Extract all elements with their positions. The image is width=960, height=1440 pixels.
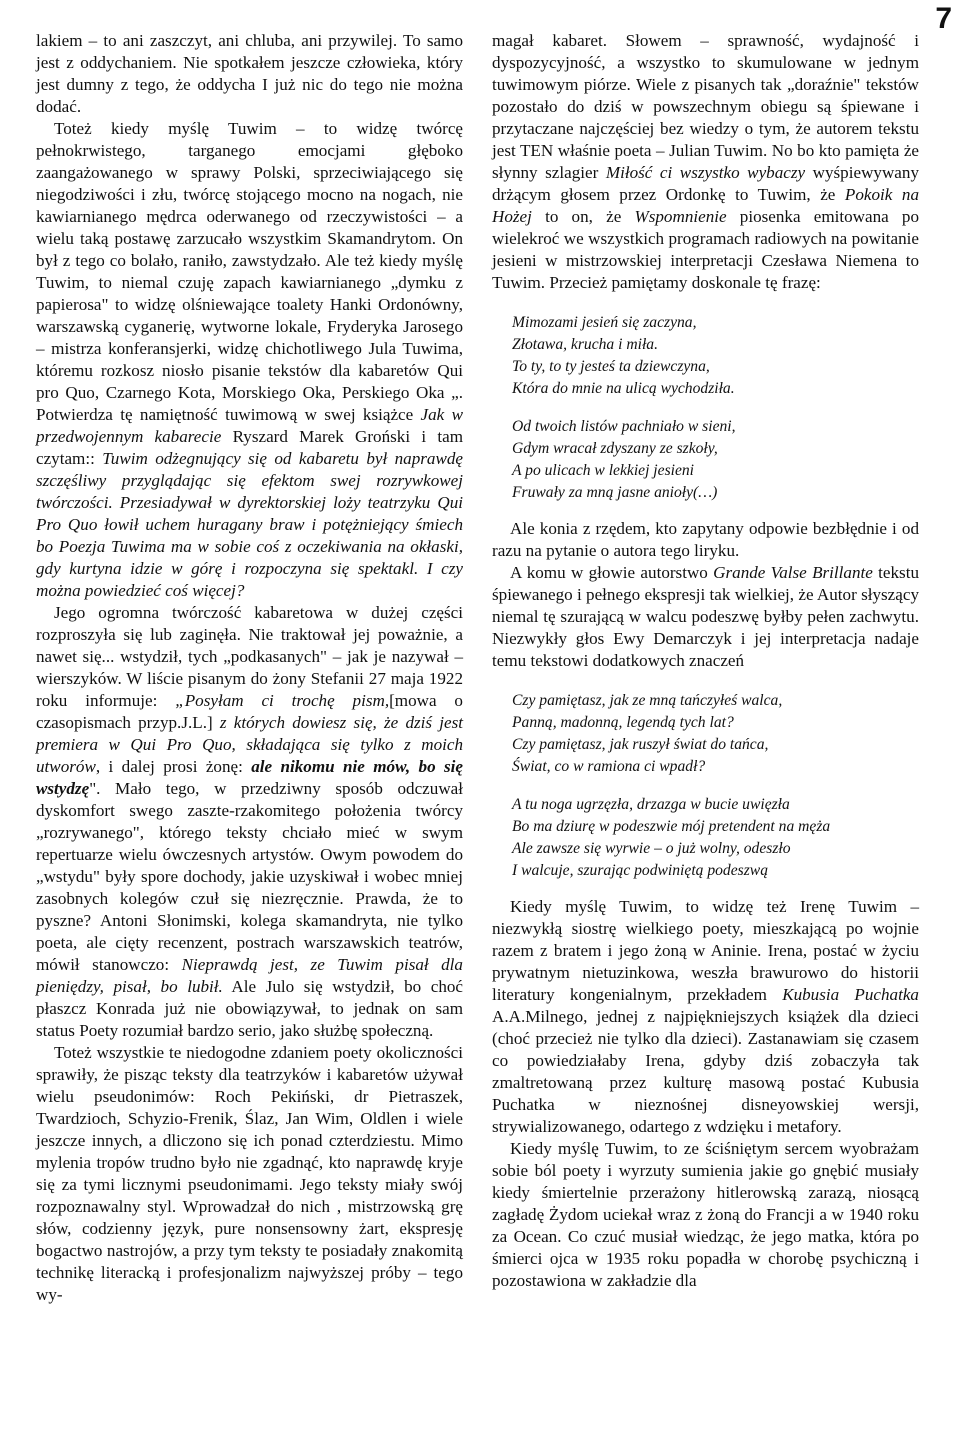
paragraph: Toteż wszystkie te niedogodne zdaniem poety okoliczności sprawiły, że pisząc teksty dla teatrzyków i kabaretów używał wielu pseudonimów: Roch Pekiński, dr Pietraszek, Twardzioch, Schyzio-Frenik, Ślaz, Jan Wim, Oldlen i wiele jeszcze innych, a dliczono się ich ponad czterdziestu. Mimo mylenia tropów trudno było nie zgadnąć, kto naprawdę kryje się za tymi licznymi pseudonimami. Jego teksty miały swój rozpoznawalny styl. Wprowadzał do nich , mistrzowską grę słów, codzienny język, pure nonsensowny żart, ekspresję bogactwo nastrojów, a przy tym teksty te posiadały znakomitą technikę literacką i profesjonalizm najwyższej próby – tego wy-	[36, 1043, 463, 1304]
quotation: Tuwim odżegnujący się od kabaretu był naprawdę szczęśliwy przyglądając się efektom swej rozrywkowej twórczości. Przesiadywał w dyrektorskiej loży teatrzyku Qui Pro Quo łowił uchem huragany braw i potężniejący śmiech bo Poezja Tuwima ma w sobie coś z oczekiwania na okłaski, gdy kurtyna idzie w górę i rozpoczyna się spektakl. I czy można powiedzieć coś więcej?	[36, 449, 463, 600]
poem-line: Mimozami jesień się zaczyna,	[512, 314, 697, 331]
page-number: 7	[935, 2, 952, 35]
poem-line: Gdym wracał zdyszany ze szkoły,	[512, 440, 718, 457]
poem-line: Fruwały za mną jasne anioły(…)	[512, 484, 718, 501]
poem-stanza	[512, 794, 919, 882]
right-column	[492, 30, 919, 1292]
poem-stanza	[512, 312, 919, 400]
paragraph: Kiedy myślę Tuwim, to ze ściśniętym sercem wyobrażam sobie ból poety i wyrzuty sumienia jakie go gnębić musiały kiedy śmiertelnie przerażony hitlerowską zarazą, niosącą zagładę Żydom uciekał wraz z żoną do Francji a w 1940 roku za Ocean. Co czuć musiał wiedząc, że jego matka, która po śmierci ojca w 1935 roku popadła w chorobę psychiczną i pozostawiona w zakładzie dla	[492, 1139, 919, 1290]
paragraph: magał kabaret. Słowem – sprawność, wydajność i dyspozycyjność, a wszystko to skumulowane w jednym tuwimowym piórze. Wiele z pisanych tak „doraźnie" tekstów pozostało do dziś w powszechnym obiegu są śpiewane i przytaczane najczęściej bez wiedzy o tym, że autorem tekstu jest TEN właśnie poeta – Julian Tuwim. No bo kto pamięta że słynny szlagier Miłość ci wszystko wybaczy wyśpiewywany drżącym głosem przez Ordonkę to Tuwim, że Pokoik na Hożej to on, że Wspomnienie piosenka emitowana po wielekroć we wszystkich programach radiowych na powitanie jesieni w mistrzowskiej interpretacji Czesława Niemena to Tuwim. Przecież pamiętamy doskonale tę frazę:	[492, 31, 920, 292]
poem-line: Która do mnie na ulicą wychodziła.	[512, 380, 735, 397]
poem-line: I walcuje, szurając podwiniętą podeszwą	[512, 862, 768, 879]
poem-stanza	[512, 690, 919, 778]
poem-line: Świat, co w ramiona ci wpadł?	[512, 758, 706, 775]
paragraph: Ale konia z rzędem, kto zapytany odpowie bezbłędnie i od razu na pytanie o autora tego liryku.	[492, 519, 919, 560]
poem-line: To ty, to ty jesteś ta dziewczyna,	[512, 358, 710, 375]
paragraph: A komu w głowie autorstwo Grande Valse Brillante tekstu śpiewanego i pełnego ekspresji tak wielkiej, że Autor słyszący niemal tę szurającą w walcu podeszwę byłby pełen zachwytu. Niezwykły głos Ewy Demarczyk i jej interpretacja nadaje temu tekstowi dodatkowych znaczeń	[492, 563, 919, 670]
poem-quote	[512, 312, 919, 504]
paragraph: Kiedy myślę Tuwim, to widzę też Irenę Tuwim – niezwykłą siostrę wielkiego poety, mieszkającą po wojnie razem z bratem i jego żoną w Aninie. Irena, postać w życiu prywatnym nietuzinkowa, weszła brawurowo do historii literatury kongenialnym, przekładem Kubusia Puchatka A.A.Milnego, jednej z najpiękniejszych książek dla dzieci (choć przecież nie tylko dla dzieci). Zastanawiam się czasem co powiedziałaby Irena, gdyby dziś zobaczyła tak zmaltretowaną przez kulturę masową postać Kubusia Puchatka w nieznośnej disneyowskiej wersji, strywializowanego, odartego z wdzięku i metafory.	[492, 897, 919, 1136]
poem-line: A po ulicach w lekkiej jesieni	[512, 462, 695, 479]
poem-line: Ale zawsze się wyrwie – o już wolny, odeszło	[512, 840, 791, 857]
book-title: Jak w przedwojennym kabarecie	[36, 405, 463, 446]
paragraph: Jego ogromna twórczość kabaretowa w dużej części rozproszyła się lub zaginęła. Nie traktował jej poważnie, a nawet się... wstydził, tych „podkasanych" – jak je nazywał – wierszyków. W liście pisanym do żony Stefanii 27 maja 1922 roku informuje: „Posyłam ci trochę pism,[mowa o czasopismach przyp.J.L.] z których dowiesz się, że dziś jest premiera w Qui Pro Quo, składająca się tylko z moich utworów, i dalej prosi żonę: ale nikomu nie mów, bo się wstydzę". Mało tego, w przedziwny sposób odczuwał dyskomfort swego zaszte-rzakomitego położenia twórcy „rozrywanego", którego teksty chciało mieć w swym repertuarze wielu ówczesnych artystów. Owym powodem do „wstydu" były spore dochody, jakie uzyskiwał i wobec mniej zasobnych kolegów czuł się niezręcznie. Prawda, że to pyszne? Antoni Słonimski, kolega skamandryta, nie tylko poeta, ale cięty recenzent, postrach warszawskich teatrów, mówił stanowczo: Nieprawdą jest, ze Tuwim pisał dla pieniędzy, pisał, bo lubił. Ale Julo się wstydził, bo choć płaszcz Konrada już nie obowiązywał, to jednak on sam status Poety rozumiał bardzo serio, jako służbę społeczną.	[36, 603, 464, 1040]
paragraph: Toteż kiedy myślę Tuwim – to widzę twórcę pełnokrwistego, targanego emocjami głęboko zaangażowanego w sprawy Polski, sprzeciwiającego się niegodziwości i złu, twórcę stojącego mocno na nogach, nie kawiarnianego mędrca oderwanego od rzeczywistości – a wielu taką postawę zarzucało wszystkim Skamandrytom. On był z tego co bolało, raniło, zawstydzało. Ale też kiedy myślę Tuwim, to niemal czuję zapach kawiarnianego „dymku z papierosa" to widzę olśniewające toalety Hanki Ordonówny, warszawską cyganerię, wytworne lokale, Fryderyka Jarosego – mistrza konferansjerki, widzę chichotliwego Jula Tuwima, któremu rozkosz niosło pisanie tekstów dla kabaretów Qui pro Quo, Czarnego Kota, Morskiego Oka, Perskiego Oka „. Potwierdza tę namiętność tuwimową w swej książce Jak w przedwojennym kabarecie Ryszard Marek Groński i tam czytam:: Tuwim odżegnujący się od kabaretu był naprawdę szczęśliwy przyglądając się efektom swej rozrywkowej twórczości. Przesiadywał w dyrektorskiej loży teatrzyku Qui Pro Quo łowił uchem huragany braw i potężniejący śmiech bo Poezja Tuwima ma w sobie coś z oczekiwania na okłaski, gdy kurtyna idzie w górę i rozpoczyna się spektakl. I czy można powiedzieć coś więcej?	[36, 119, 463, 600]
left-column	[36, 30, 463, 1306]
poem-line: Czy pamiętasz, jak ze mną tańczyłeś walca,	[512, 692, 783, 709]
paragraph: lakiem – to ani zaszczyt, ani chluba, ani przywilej. To samo jest z oddychaniem. Nie spotkałem jeszcze człowieka, który jest dumny z tego, że oddycha I już nic do tego nie można dodać.	[36, 31, 463, 116]
poem-line: A tu noga ugrzęzła, drzazga w bucie uwięzła	[512, 796, 790, 813]
poem-line: Od twoich listów pachniało w sieni,	[512, 418, 736, 435]
poem-quote	[512, 690, 919, 882]
emphasized-quote: ale nikomu nie mów, bo się wstydzę	[36, 757, 463, 798]
poem-line: Złotawa, krucha i miła.	[512, 336, 658, 353]
poem-line: Panną, madonną, legendą tych lat?	[512, 714, 734, 731]
poem-stanza	[512, 416, 919, 504]
poem-line: Czy pamiętasz, jak ruszył świat do tańca,	[512, 736, 769, 753]
poem-line: Bo ma dziurę w podeszwie mój pretendent na męża	[512, 818, 831, 835]
